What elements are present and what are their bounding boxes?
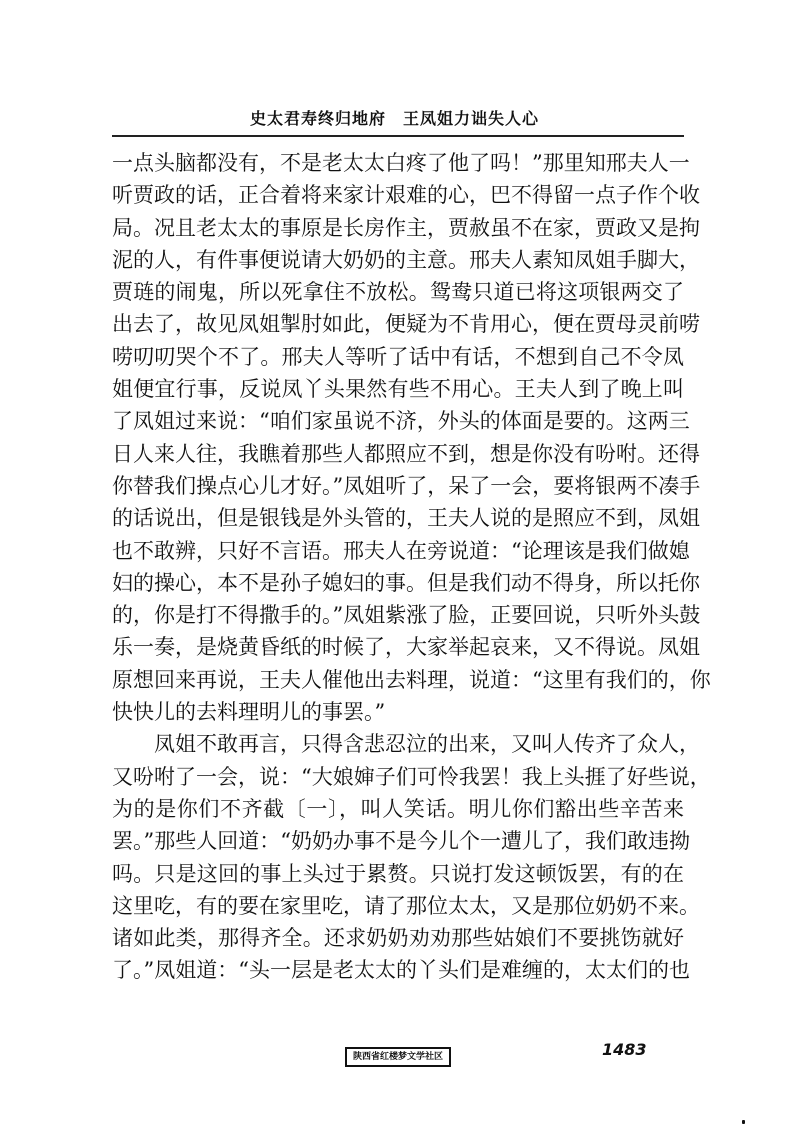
- text-line: 贾琏的闹鬼，所以死拿住不放松。鸳鸯只道已将这项银两交了: [112, 280, 684, 305]
- header-rule: [112, 135, 684, 137]
- text-line: 日人来人往，我瞧着那些人都照应不到，想是你没有吩咐。还得: [112, 441, 700, 466]
- paragraph-first-line: 凤姐不敢再言，只得含悲忍泣的出来，又叫人传齐了众人，: [154, 732, 700, 757]
- text-line: 的话说出，但是银钱是外头管的，王夫人说的是照应不到，凤姐: [112, 506, 700, 531]
- text-line: 又吩咐了一会，说：“大娘婶子们可怜我罢！我上头捱了好些说，: [112, 764, 711, 789]
- text-line: 的，你是打不得撒手的。”凤姐紫涨了脸，正要回说，只听外头鼓: [112, 603, 701, 628]
- text-line: 快快儿的去料理明儿的事罢。”: [112, 700, 386, 725]
- text-line: 泥的人，有件事便说请大奶奶的主意。邢夫人素知凤姐手脚大，: [112, 247, 700, 272]
- text-line: 一点头脑都没有，不是老太太白疼了他了吗！”那里知邢夫人一: [112, 151, 690, 175]
- text-line: 唠叨叨哭个不了。邢夫人等听了话中有话，不想到自己不令凤: [112, 344, 684, 369]
- text-line: 姐便宜行事，反说凤丫头果然有些不用心。王夫人到了晚上叫: [112, 377, 684, 402]
- text-line: 出去了，故见凤姐掣肘如此，便疑为不肯用心，便在贾母灵前唠: [112, 312, 700, 337]
- scan-speck: [742, 1120, 745, 1124]
- text-line: 乐一奏，是烧黄昏纸的时候了，大家举起哀来，又不得说。凤姐: [112, 635, 700, 660]
- text-line: 了凤姐过来说：“咱们家虽说不济，外头的体面是要的。这两三: [112, 409, 690, 434]
- text-line: 这里吃，有的要在家里吃，请了那位太太，又是那位奶奶不来。: [112, 893, 700, 918]
- text-line: 听贾政的话，正合着将来家计艰难的心，巴不得留一点子作个收: [112, 183, 700, 208]
- text-line: 妇的操心，本不是孙子媳妇的事。但是我们动不得身，所以托你: [112, 570, 700, 595]
- text-line: 局。况且老太太的事原是长房作主，贾赦虽不在家，贾政又是拘: [112, 215, 700, 240]
- text-line: 为的是你们不齐截〔一〕，叫人笑话。明儿你们豁出些辛苦来: [112, 796, 684, 821]
- text-line: 也不敢辨，只好不言语。邢夫人在旁说道：“论理该是我们做媳: [112, 538, 690, 563]
- text-line: 你替我们操点心儿才好。”凤姐听了，呆了一会，要将银两不凑手: [112, 473, 701, 498]
- text-line: 罢。”那些人回道：“奶奶办事不是今儿个一遭儿了，我们敢违拗: [112, 829, 690, 854]
- watermark-stamp: 陕西省红楼梦文学社区: [345, 1047, 451, 1067]
- text-line: 原想回来再说，王夫人催他出去料理，说道：“这里有我们的，你: [112, 667, 711, 692]
- running-header-title: 史太君寿终归地府 王凤姐力诎失人心: [250, 109, 540, 128]
- text-line: 吗。只是这回的事上头过于累赘。只说打发这顿饭罢，有的在: [112, 861, 684, 886]
- page-number: 1483: [602, 1040, 647, 1059]
- text-line: 诸如此类，那得齐全。还求奶奶劝劝那些姑娘们不要挑饬就好: [112, 926, 684, 951]
- body-text: [112, 147, 711, 987]
- text-line: 了。”凤姐道：“头一层是老太太的丫头们是难缠的，太太们的也: [112, 958, 690, 983]
